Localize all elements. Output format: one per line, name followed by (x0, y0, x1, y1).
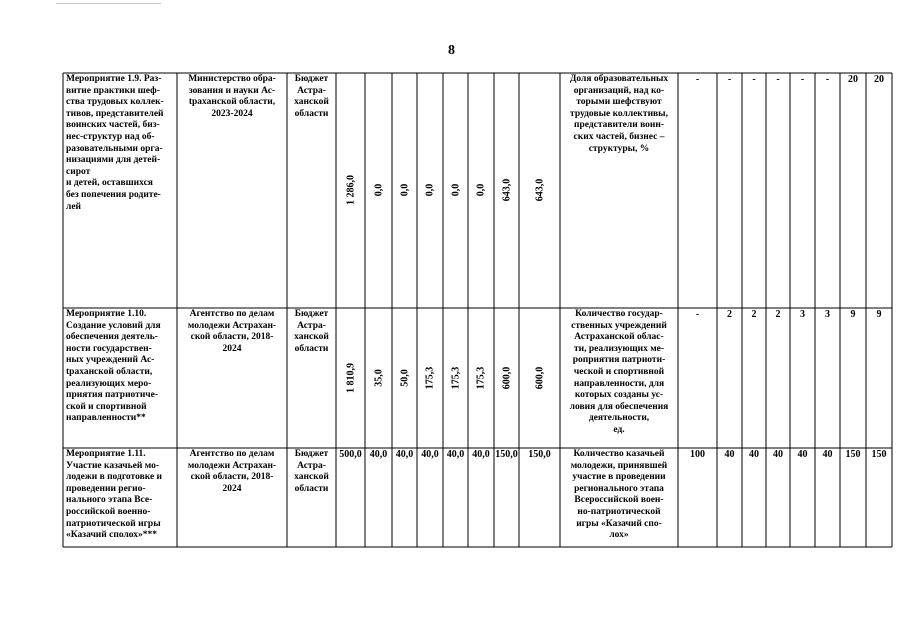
indicator-value: - (695, 309, 700, 320)
funding-source-cell: Бюджет Астра- ханской области (294, 74, 329, 119)
indicator-value: - (800, 74, 805, 85)
funding-value: 643,0 (501, 178, 512, 202)
funding-value: 40,0 (472, 449, 490, 460)
funding-value: 175,3 (475, 366, 487, 390)
funding-value: 1 286,0 (345, 175, 356, 205)
indicator-value: 40 (724, 449, 735, 460)
executor-cell: Агентство по делам молодежи Астрахан- ской области, 2018- 2024 (187, 309, 277, 354)
event-cell: Мероприятие 1.10. Создание условий для обеспечения деятель- ности государствен- ных учреждений Ас- tраханской области, реализующих меро- приятия патриотиче- ской и спортивной направленности** (66, 309, 161, 424)
indicator-value: 3 (825, 309, 830, 320)
indicator-value: 150 (845, 449, 861, 460)
executor-cell: Министерство обра- зования и науки Ас- tраханской области, 2023-2024 (188, 74, 276, 119)
funding-value: 600,0 (534, 366, 545, 390)
funding-value: 0,0 (450, 183, 461, 197)
funding-value: 0,0 (399, 183, 410, 197)
executor-cell: Агентство по делам молодежи Астрахан- ской области, 2018- 2024 (187, 449, 277, 494)
indicator-value: 40 (773, 449, 783, 460)
indicator-value: - (727, 74, 732, 85)
indicator-value: 9 (850, 309, 856, 320)
funding-value: 40,0 (395, 449, 414, 460)
indicator-value: 20 (848, 74, 858, 85)
funding-value: 40,0 (446, 449, 465, 460)
indicator-value: 2 (751, 309, 757, 320)
funding-source-cell: Бюджет Астра- ханской области (294, 449, 329, 494)
indicator-cell: Количество государ- ственных учреждений Астраханской облас- ти, реализующих ме- роприятия патриоти- ческой и спортивной направленности, для которых созданы ус- ловия для обеспечения деятельности, ед. (569, 309, 669, 435)
page-number: 8 (448, 43, 455, 58)
funding-value: 40,0 (369, 449, 388, 460)
indicator-value: 20 (874, 74, 884, 85)
indicator-value: 40 (822, 449, 833, 460)
indicator-cell: Доля образовательных организаций, над ко- торыми шефствуют трудовые коллективы, представители воин- ских частей, бизнес – структуры, % (569, 74, 669, 154)
funding-source-cell: Бюджет Астра- ханской области (294, 309, 329, 354)
indicator-value: 3 (800, 309, 805, 320)
funding-value: 0,0 (373, 183, 384, 197)
funding-value: 0,0 (424, 183, 436, 197)
funding-value: 50,0 (399, 369, 410, 387)
funding-value: 500,0 (339, 449, 362, 460)
funding-value: 40,0 (421, 449, 439, 460)
event-cell: Мероприятие 1.11. Участие казачьей мо- лодежи в подготовке и проведении регио- нального этапа Все- российской военно- патриотической игры «Казачий сполох»*** (66, 449, 163, 541)
funding-value: 643,0 (534, 178, 545, 202)
indicator-value: 40 (797, 449, 808, 460)
indicator-value: - (752, 74, 756, 85)
funding-value: 1 810,9 (345, 363, 356, 393)
funding-value: 35,0 (373, 369, 384, 387)
indicator-value: 2 (727, 309, 732, 320)
indicator-value: - (776, 74, 780, 85)
funding-value: 600,0 (501, 366, 512, 390)
indicator-value: 40 (749, 449, 759, 460)
funding-value: 0,0 (475, 183, 487, 197)
indicator-value: 2 (775, 309, 781, 320)
indicator-value: - (825, 74, 830, 85)
indicator-value: - (695, 74, 700, 85)
indicator-value: 100 (690, 449, 705, 460)
funding-value: 175,3 (450, 366, 461, 390)
indicator-value: 9 (876, 309, 882, 320)
event-cell: Мероприятие 1.9. Раз- витие практики шеф- ства трудовых коллек- тивов, представителей воинских частей, биз- нес-структур над об- разовательными орга- низациями для детей-сирот и детей, оставшихся без попечения родите- лей (66, 74, 164, 212)
funding-value: 175,3 (424, 366, 436, 390)
funding-value: 150,0 (528, 449, 551, 460)
funding-value: 150,0 (495, 449, 518, 460)
indicator-value: 150 (871, 449, 887, 460)
indicator-cell: Количество казачьей молодежи, принявшей участие в проведении регионального этапа Всероссийской воен- но-патриотической игры «Казачий спо- лох» (570, 449, 668, 541)
